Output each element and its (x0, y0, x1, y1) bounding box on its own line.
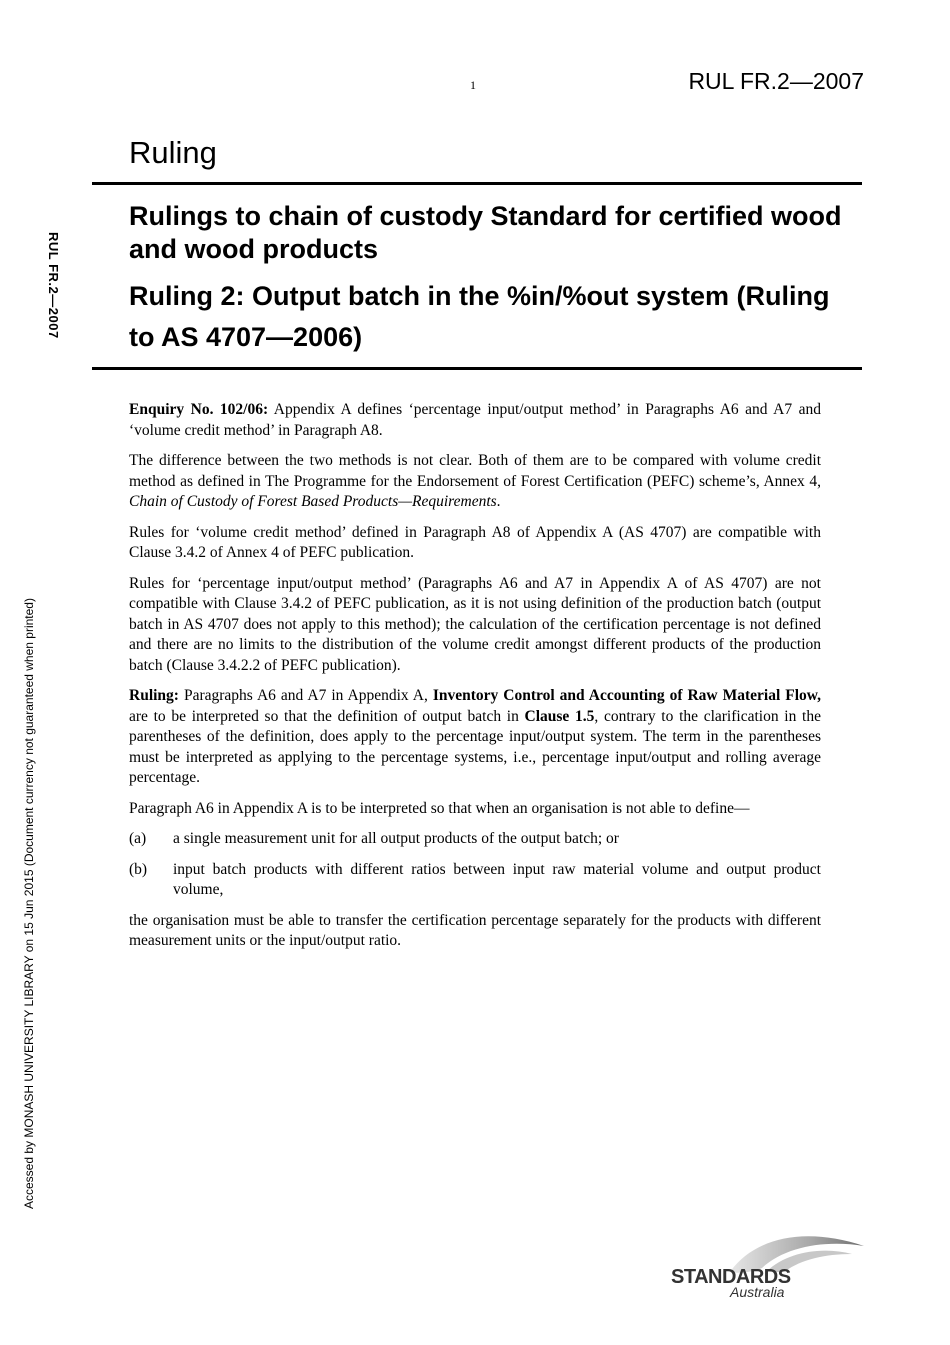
title-block (129, 200, 849, 358)
top-divider (92, 182, 862, 185)
ruling-subtitle: Ruling 2: Output batch in the %in/%out system (Ruling to AS 4707—2006) (129, 281, 830, 352)
enquiry-label: Enquiry No. 102/06: (129, 401, 269, 418)
list-text: a single measurement unit for all output products of the output batch; or (173, 830, 619, 847)
volume-credit-paragraph: Rules for ‘volume credit method’ defined in Paragraph A8 of Appendix A (AS 4707) are compatible with Clause 3.4.2 of Annex 4 of PEFC publication. (129, 523, 821, 561)
title-divider (92, 367, 862, 370)
ruling-label: Ruling: (129, 687, 179, 704)
closing-paragraph: the organisation must be able to transfer the certification percentage separately for the products with different measurement units or the input/output ratio. (129, 911, 821, 949)
ruling-paragraph: Ruling: Paragraphs A6 and A7 in Appendix A, Inventory Control and Accounting of Raw Material Flow, are to be interpreted so that the definition of output batch in Clause 1.5, contrary to the clarification in the parentheses of the definition, does apply to the percentage input/output system. The term in the parentheses must be interpreted as applying to the percentage systems, i.e., percentage input/output and rolling average percentage. (129, 687, 821, 786)
paragraph-a6: Paragraph A6 in Appendix A is to be interpreted so that when an organisation is not able to define— (129, 799, 750, 817)
list-marker: (a) (129, 830, 147, 847)
logo-wordmark: STANDARDS (671, 1266, 791, 1288)
list-item (129, 829, 821, 850)
document-type-label: Ruling (129, 135, 217, 170)
list-item (129, 860, 821, 901)
document-code: RUL FR.2—2007 (688, 68, 864, 94)
page-number: 1 (470, 78, 476, 92)
difference-paragraph: The difference between the two methods is not clear. Both of them are to be compared with volume credit method as defined in The Programme for the Endorsement of Forest Certification (PEFC) scheme’s, Annex 4, Chain of Custody of Forest Based Products—Requirements. (129, 452, 821, 510)
list-marker: (b) (129, 860, 148, 878)
publication-title: Chain of Custody of Forest Based Products—Requirements (129, 493, 497, 510)
enquiry-paragraph: Enquiry No. 102/06: Appendix A defines ‘percentage input/output method’ in Paragraphs A6 and A7 and ‘volume credit method’ in Paragraph A8. (129, 401, 821, 439)
main-title: Rulings to chain of custody Standard for certified wood and wood products (129, 201, 842, 264)
access-note: Accessed by MONASH UNIVERSITY LIBRARY on 15 Jun 2015 (Document currency not guaranteed when printed) (22, 598, 36, 1209)
list-text: input batch products with different ratios between input raw material volume and output product volume, (173, 860, 821, 898)
side-document-code: RUL FR.2—2007 (46, 232, 61, 339)
logo-subtitle: Australia (730, 1284, 785, 1300)
document-body (129, 400, 821, 962)
percentage-method-paragraph: Rules for ‘percentage input/output method’ (Paragraphs A6 and A7 in Appendix A of AS 4707) are not compatible with Clause 3.4.2 of PEFC publication, as it is not using definition of the production batch (output batch in AS 4707 does not apply to this method); the calculation of the certification percentage is not defined and there are no limits to the distribution of the volume credit amongst different products of the production batch (Clause 3.4.2.2 of PEFC publication). (129, 574, 821, 674)
standards-australia-logo (668, 1228, 868, 1303)
